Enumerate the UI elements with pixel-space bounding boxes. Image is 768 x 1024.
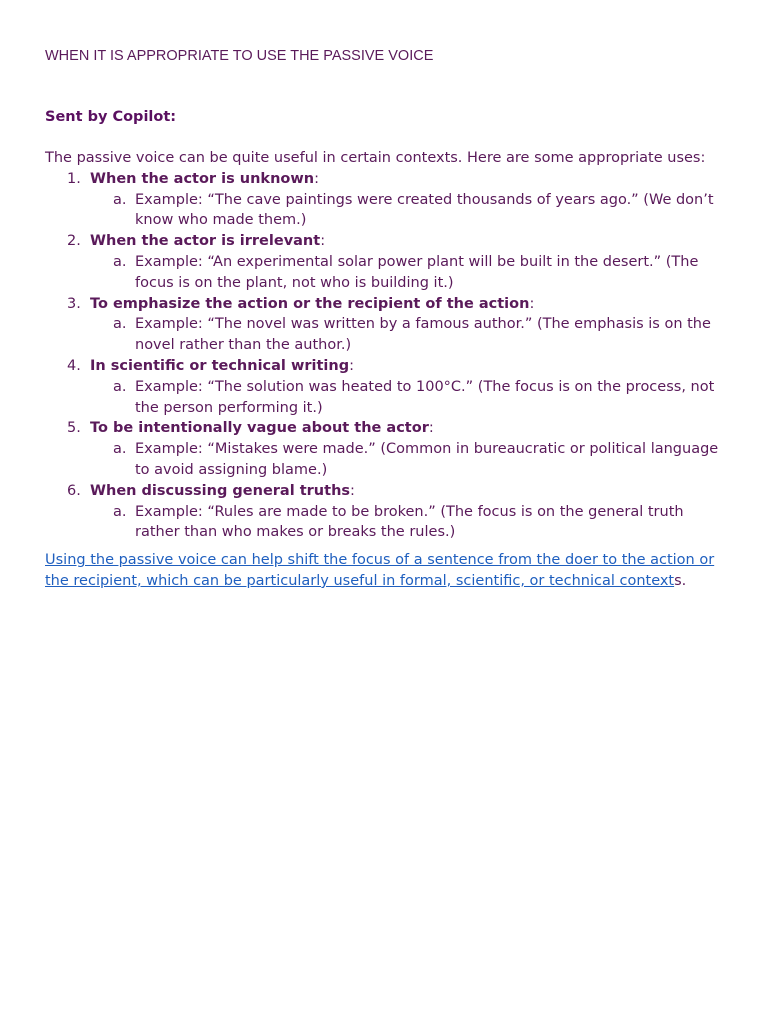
sub-list-letter: a. (113, 191, 127, 208)
sub-list-item (90, 377, 725, 419)
sub-list-letter: a. (113, 441, 127, 458)
sub-list (90, 252, 725, 294)
example-text: Example: “The solution was heated to 100°C.” (The focus is on the process, not the person performing it.) (135, 378, 715, 416)
sub-list-letter: a. (113, 378, 127, 395)
list-number: 4. (67, 357, 81, 374)
list-item (45, 356, 725, 418)
example-text: Example: “An experimental solar power plant will be built in the desert.” (The focus is on the plant, not who is building it.) (135, 253, 699, 291)
list-item-suffix: : (350, 482, 355, 499)
list-item-suffix: : (529, 295, 535, 312)
sub-list (90, 314, 725, 356)
list-item-suffix: : (349, 357, 354, 374)
list-number: 2. (67, 233, 81, 250)
sender-label: Sent by Copilot: (45, 109, 177, 125)
list-item-title: To be intentionally vague about the actor (90, 420, 429, 437)
sub-list-letter: a. (113, 316, 127, 333)
list-item-suffix: : (428, 420, 434, 437)
list-number: 1. (67, 170, 81, 187)
list-item (45, 418, 725, 480)
sub-list (90, 439, 725, 481)
sub-list-letter: a. (113, 253, 127, 270)
list-item-title: To emphasize the action or the recipient of the action (90, 295, 530, 312)
sub-list (90, 377, 725, 419)
list-number: 5. (67, 420, 81, 437)
sub-list-item (90, 502, 725, 544)
document-title: WHEN IT IS APPROPRIATE TO USE THE PASSIVE VOICE (45, 48, 434, 64)
list-item (45, 294, 725, 356)
uses-list (45, 169, 725, 543)
list-item (45, 231, 725, 293)
intro-paragraph: The passive voice can be quite useful in certain contexts. Here are some appropriate uses: (45, 150, 706, 166)
list-item (45, 169, 725, 231)
list-number: 3. (67, 295, 81, 312)
sub-list (90, 502, 725, 544)
sub-list-letter: a. (113, 503, 127, 520)
list-item-title: When the actor is unknown (90, 170, 315, 187)
example-text: Example: “The novel was written by a famous author.” (The emphasis is on the novel rather than the author.) (135, 316, 711, 354)
list-number: 6. (67, 482, 81, 499)
list-item (45, 481, 725, 543)
example-text: Example: “The cave paintings were created thousands of years ago.” (We don’t know who made them.) (135, 191, 714, 229)
sub-list (90, 190, 725, 232)
list-item-suffix: : (314, 170, 319, 187)
list-item-title: In scientific or technical writing (90, 357, 350, 374)
document-body (45, 148, 725, 592)
sub-list-item (90, 190, 725, 232)
list-item-suffix: : (320, 233, 326, 250)
closing-tail: s. (674, 572, 687, 589)
list-item-title: When discussing general truths (90, 482, 351, 499)
closing-paragraph (45, 550, 725, 592)
list-item-title: When the actor is irrelevant (90, 233, 321, 250)
sub-list-item (90, 314, 725, 356)
sub-list-item (90, 252, 725, 294)
example-text: Example: “Rules are made to be broken.” (The focus is on the general truth rather than who makes or breaks the rules.) (135, 503, 684, 541)
sub-list-item (90, 439, 725, 481)
closing-link[interactable]: Using the passive voice can help shift the focus of a sentence from the doer to the action or the recipient, which can be particularly useful in formal, scientific, or technical context (45, 552, 715, 589)
example-text: Example: “Mistakes were made.” (Common in bureaucratic or political language to avoid assigning blame.) (135, 441, 719, 478)
